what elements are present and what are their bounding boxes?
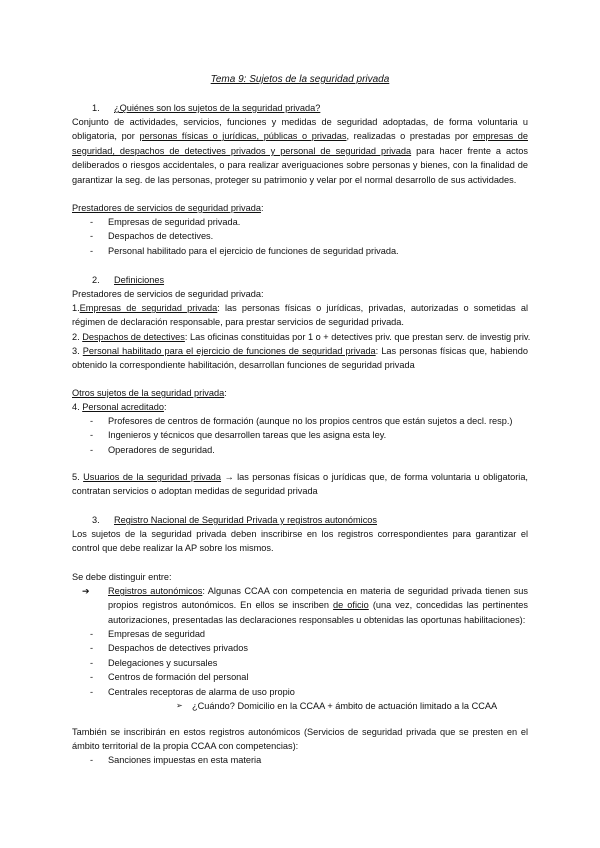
- list-item: - Operadores de seguridad.: [90, 444, 215, 455]
- section-3-heading: 3. Registro Nacional de Seguridad Privada y registros autonómicos: [92, 515, 378, 525]
- personal-acreditado-list: [72, 414, 528, 457]
- page-title: Tema 9: Sujetos de la seguridad privada: [210, 74, 390, 85]
- list-item: - Centrales receptoras de alarma de uso propio: [90, 686, 295, 697]
- prestadores-list: [72, 215, 528, 258]
- list-item: - Empresas de seguridad privada.: [90, 217, 241, 227]
- registro-list: [72, 627, 528, 713]
- list-item: - Sanciones impuestas en esta materia: [90, 755, 262, 765]
- otros-sujetos-heading: Otros sujetos de la seguridad privada:: [72, 388, 227, 398]
- prestadores-heading: Prestadores de servicios de seguridad privada:: [72, 203, 264, 213]
- list-item: - Profesores de centros de formación (aunque no los propios centros que están sujetos a decl. resp.): [90, 416, 513, 426]
- personal-acreditado-heading: 4. Personal acreditado:: [72, 402, 167, 412]
- section-2-heading: 2. Definiciones: [92, 275, 165, 285]
- definition-1: 1.Empresas de seguridad privada: las personas físicas o jurídicas, privadas, autorizadas o sometidas al régimen de declaración responsable, para prestar servicios de seguridad privada.: [72, 303, 528, 328]
- section-1-heading: [72, 101, 528, 115]
- distinguir-text: Se debe distinguir entre:: [72, 572, 172, 582]
- sanciones-list: [72, 753, 528, 767]
- list-item: - Ingenieros y técnicos que desarrollen tareas que les asigna esta ley.: [90, 430, 387, 441]
- sub-list-item: ➢ ¿Cuándo? Domicilio en la CCAA + ámbito de actuación limitado a la CCAA: [72, 699, 528, 713]
- usuarios-paragraph: 5. Usuarios de la seguridad privada → las personas físicas o jurídicas que, de forma voluntaria u obligatoria, contratan servicios o adoptan medidas de seguridad privada: [72, 472, 528, 497]
- section-heading: ¿Quiénes son los sujetos de la seguridad privada?: [114, 103, 321, 113]
- list-item: - Centros de formación del personal: [90, 672, 249, 683]
- section-1-paragraph: Conjunto de actividades, servicios, funciones y medidas de seguridad adoptadas, de forma voluntaria u obligatoria, por personas físicas o jurídicas, públicas o privadas, realizadas o prestadas por empresas de seguridad, despachos de detectives privados y personal de seguridad privada para hacer frente a actos deliberados o riesgos accidentales, o para realizar averiguaciones sobre personas y bienes, con la finalidad de garantizar la seg. de las personas, proteger su patrimonio y velar por el normal desarrollo de sus actividades.: [72, 117, 528, 185]
- list-item: - Empresas de seguridad: [90, 629, 206, 639]
- section-number: 1.: [92, 103, 100, 113]
- section-3-paragraph: Los sujetos de la seguridad privada deben inscribirse en los registros correspondientes para garantizar el control que debe realizar la AP sobre los mismos.: [72, 529, 528, 554]
- list-item: - Personal habilitado para el ejercicio de funciones de seguridad privada.: [90, 245, 399, 256]
- registros-autonomicos-item: ➔ Registros autonómicos: Algunas CCAA con competencia en materia de seguridad privada tienen sus propios registros autonómicos. En ellos se inscriben de oficio (una vez, concedidas las pertinentes autorizaciones, presentadas las declaraciones responsables u obtenidas las oportunas habilitaciones):: [82, 586, 529, 625]
- definition-2: 2. Despachos de detectives: Las oficinas constituidas por 1 o + detectives priv. que prestan serv. de investig priv.: [72, 332, 531, 342]
- definition-3: 3. Personal habilitado para el ejercicio de funciones de seguridad privada: Las personas físicas que, habiendo obtenido la correspondiente habilitación, desarrollan funciones de seguridad privada: [72, 346, 529, 371]
- definiciones-intro: Prestadores de servicios de seguridad privada:: [72, 289, 264, 299]
- arrowhead-icon: ➢: [176, 701, 183, 711]
- list-item: - Despachos de detectives.: [90, 231, 214, 242]
- tambien-paragraph: También se inscribirán en estos registros autonómicos (Servicios de seguridad privada que se presten en el ámbito territorial de la propia CCAA con competencias):: [72, 727, 528, 752]
- arrow-icon: ➔: [82, 586, 90, 596]
- list-item: - Delegaciones y sucursales: [90, 657, 218, 668]
- list-item: - Despachos de detectives privados: [90, 643, 248, 654]
